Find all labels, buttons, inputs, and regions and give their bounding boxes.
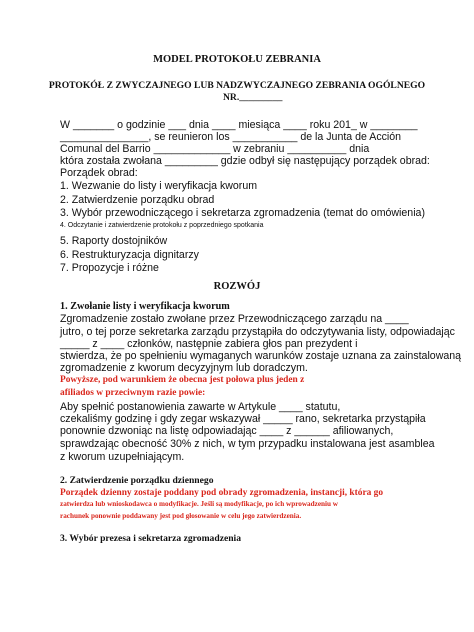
document-title: MODEL PROTOKOŁU ZEBRANIA (153, 54, 321, 65)
paragraph-line: z kworum uzupełniającym. (60, 451, 185, 463)
paragraph-line: Zgromadzenie zostało zwołane przez Przewodniczącego zarządu na ____ (60, 313, 409, 325)
paragraph-line: czekaliśmy godzinę i gdy zegar wskazywał _____ rano, sekretarka przystąpiła (60, 413, 426, 425)
agenda-item: 4. Odczytanie i zatwierdzenie protokołu z poprzedniego spotkania (60, 222, 264, 229)
section-3-heading: 3. Wybór prezesa i sekretarza zgromadzenia (60, 533, 242, 544)
protocol-subtitle: PROTOKÓŁ Z ZWYCZAJNEGO LUB NADZWYCZAJNEGO ZEBRANIA OGÓLNEGO (48, 80, 426, 91)
intro-line: _______________, se reunieron los ___________ de la Junta de Acción (60, 131, 402, 143)
intro-line: Comunal del Barrio _____________ w zebraniu __________ dnia (60, 143, 370, 155)
intro-line: która została zwołana _________ gdzie odbył się następujący porządek obrad: (60, 155, 430, 167)
paragraph-line: zgromadzenie z kworum decyzyjnym lub doradczym. (60, 362, 308, 374)
agenda-item: 6. Restrukturyzacja dignitarzy (60, 249, 199, 261)
protocol-number: NR._________ (223, 92, 283, 103)
agenda-item: 3. Wybór przewodniczącego i sekretarza zgromadzenia (temat do omówienia) (60, 207, 425, 219)
section-2-heading: 2. Zatwierdzenie porządku dziennego (60, 475, 214, 486)
section-title: ROZWÓJ (213, 281, 261, 292)
paragraph-line: Aby spełnić postanowienia zawarte w Artykule ____ statutu, (60, 401, 341, 413)
note-line: Porządek dzienny zostaje poddany pod obrady zgromadzenia, instancji, która go (60, 488, 384, 498)
note-line: Powyższe, pod warunkiem że obecna jest połowa plus jeden z (60, 375, 305, 385)
intro-line: W _______ o godzinie ___ dnia ____ miesiąca ____ roku 201_ w ________ (60, 119, 418, 131)
paragraph-line: jutro, o tej porze sekretarka zarządu przystąpiła do odczytywania listy, odpowiadając (60, 326, 455, 338)
agenda-item: 7. Propozycje i różne (60, 262, 159, 274)
agenda-heading: Porządek obrad: (60, 167, 138, 179)
paragraph-line: ponownie dzwoniąc na listę odpowiadając ____ z ______ afiliowanych, (60, 425, 394, 437)
note-line: rachunek ponownie poddawany jest pod głosowanie w celu jego zatwierdzenia. (60, 512, 302, 520)
note-line: afiliados w przeciwnym razie powie: (60, 388, 206, 398)
agenda-item: 2. Zatwierdzenie porządku obrad (60, 194, 215, 206)
paragraph-line: _____ z ____ członków, następnie zabiera głos pan prezydent i (60, 338, 358, 350)
paragraph-line: stwierdza, że po spełnieniu wymaganych warunków zostaje uznana za zainstalowaną (60, 350, 462, 362)
section-1-heading: 1. Zwołanie listy i weryfikacja kworum (60, 301, 230, 312)
paragraph-line: sprawdzając obecność 30% z nich, w tym przypadku instalowana jest asamblea (60, 438, 435, 450)
agenda-item: 5. Raporty dostojników (60, 235, 168, 247)
note-line: zatwierdza lub wnioskodawca o modyfikacje. Jeśli są modyfikacje, po ich wprowadzeniu w (60, 500, 338, 508)
agenda-item: 1. Wezwanie do listy i weryfikacja kworum (60, 180, 258, 192)
